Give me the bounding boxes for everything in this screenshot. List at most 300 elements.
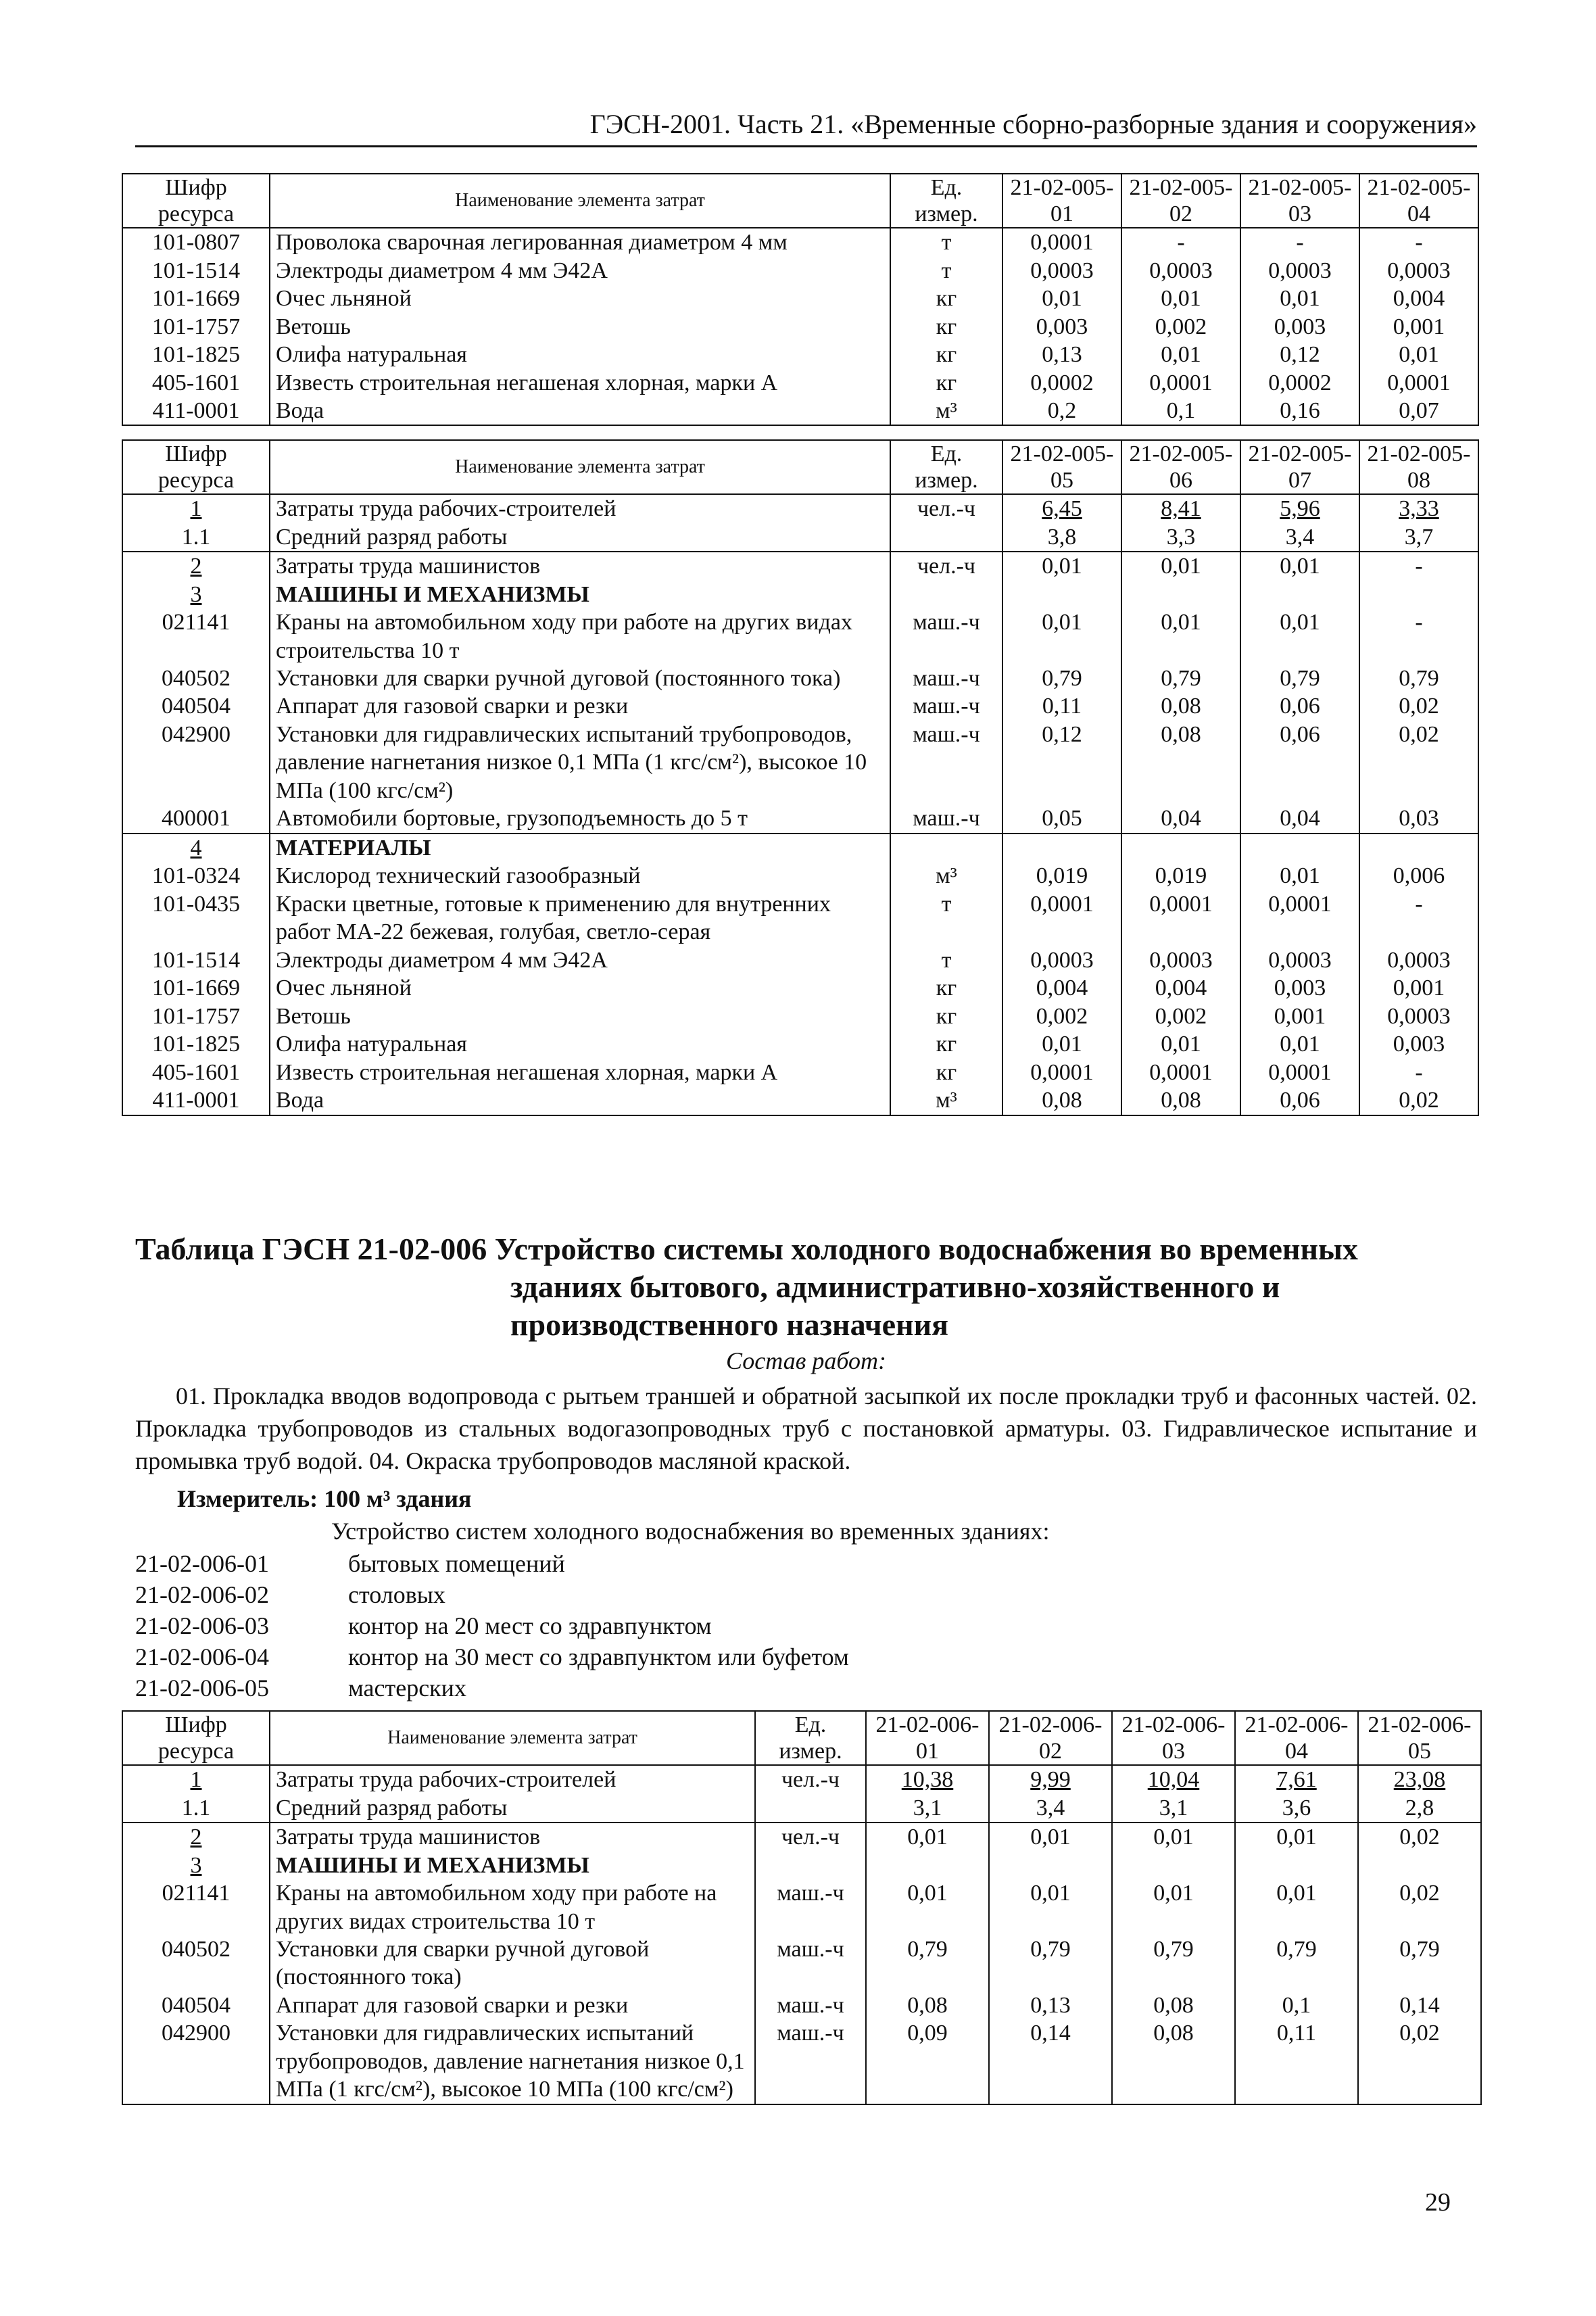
cell-value: 0,02 xyxy=(1358,1879,1481,1935)
cell-value: 0,0003 xyxy=(1359,1003,1478,1030)
cell-code: 405-1601 xyxy=(122,1059,270,1086)
works-description: 01. Прокладка вводов водопровода с рытьем траншей и обратной засыпкой их после прокладки труб и фасонных частей. 02. Прокладка трубопроводов из стальных водогазопроводных труб с постановкой арматуры. 03. Гидравлическое испытание и промывка труб водой. 04. Окраска трубопроводов масляной краской. xyxy=(135,1382,1477,1474)
cell-unit: маш.-ч xyxy=(755,2019,866,2104)
table-row xyxy=(122,369,1478,397)
cell-value: 3,4 xyxy=(1240,523,1359,552)
cell-unit: маш.-ч xyxy=(890,692,1002,720)
cell-value: 0,01 xyxy=(1235,1823,1358,1851)
cell-code: 1.1 xyxy=(122,1794,270,1823)
cell-value: 0,79 xyxy=(1240,665,1359,692)
cell-value: 0,002 xyxy=(1121,313,1240,341)
cell-unit xyxy=(890,523,1002,552)
cell-value: 0,003 xyxy=(1240,974,1359,1002)
cell-unit: кг xyxy=(890,369,1002,397)
cell-value: 0,12 xyxy=(1002,721,1121,804)
cell-value: - xyxy=(1359,552,1478,580)
cell-name: Аппарат для газовой сварки и резки xyxy=(270,692,890,720)
cell-value: 3,3 xyxy=(1121,523,1240,552)
table-row xyxy=(122,581,1478,608)
cell-code: 3 xyxy=(122,1852,270,1879)
cell-value: 0,01 xyxy=(1002,285,1121,312)
cell-value: 0,79 xyxy=(989,1935,1112,1992)
cell-name: Краски цветные, готовые к применению для внутренних работ МА-22 бежевая, голубая, светло-серая xyxy=(270,890,890,946)
cell-unit: кг xyxy=(890,341,1002,368)
cell-value: 5,96 xyxy=(1240,494,1359,523)
variant-item xyxy=(135,1672,849,1704)
variant-code: 21-02-006-05 xyxy=(135,1674,269,1702)
variant-list xyxy=(135,1548,849,1704)
cell-value: 0,01 xyxy=(989,1823,1112,1851)
cell-unit: т xyxy=(890,946,1002,974)
cell-name: Краны на автомобильном ходу при работе на других видах строительства 10 т xyxy=(270,1879,755,1935)
cell-name: Электроды диаметром 4 мм Э42А xyxy=(270,946,890,974)
cell-code: 4 xyxy=(122,834,270,862)
cell-name: Ветошь xyxy=(270,1003,890,1030)
cell-unit: маш.-ч xyxy=(755,1992,866,2019)
cell-code: 101-1825 xyxy=(122,1030,270,1058)
variant-code: 21-02-006-02 xyxy=(135,1581,269,1609)
cell-value: 0,0003 xyxy=(1359,257,1478,285)
cell-value: 0,08 xyxy=(1002,1086,1121,1115)
cell-name: МАТЕРИАЛЫ xyxy=(270,834,890,862)
cell-value: - xyxy=(1240,228,1359,256)
col-header-variant: 21-02-006-04 xyxy=(1235,1711,1358,1765)
cell-value: - xyxy=(1359,228,1478,256)
cell-unit xyxy=(755,1794,866,1823)
cell-value: 3,4 xyxy=(989,1794,1112,1823)
cell-unit xyxy=(890,834,1002,862)
cell-name: Затраты труда рабочих-строителей xyxy=(270,494,890,523)
cell-value: 0,06 xyxy=(1240,692,1359,720)
cell-value: 7,61 xyxy=(1235,1765,1358,1793)
cell-value: 0,0001 xyxy=(1002,1059,1121,1086)
table-row xyxy=(122,804,1478,833)
cell-value: 0,0003 xyxy=(1121,946,1240,974)
cell-name: Вода xyxy=(270,1086,890,1115)
cell-value: 9,99 xyxy=(989,1765,1112,1793)
table-row xyxy=(122,834,1478,862)
cell-value: 0,79 xyxy=(1121,665,1240,692)
cell-code: 101-1757 xyxy=(122,313,270,341)
cell-value: 0,02 xyxy=(1359,721,1478,804)
cell-unit: маш.-ч xyxy=(755,1935,866,1992)
resource-table-005-05-08 xyxy=(122,439,1479,1116)
table-header-row xyxy=(122,440,1478,494)
cell-code: 101-1514 xyxy=(122,946,270,974)
cell-code: 101-0324 xyxy=(122,862,270,890)
cell-value: 3,8 xyxy=(1002,523,1121,552)
cell-unit xyxy=(755,1852,866,1879)
table-row xyxy=(122,1086,1478,1115)
cell-value: 0,08 xyxy=(1112,2019,1235,2104)
table-row xyxy=(122,523,1478,552)
cell-value: 8,41 xyxy=(1121,494,1240,523)
cell-code: 101-1669 xyxy=(122,974,270,1002)
cell-code: 042900 xyxy=(122,2019,270,2104)
table-header-row xyxy=(122,1711,1481,1765)
cell-value: 0,01 xyxy=(1121,608,1240,665)
table-row xyxy=(122,1030,1478,1058)
table-header-row xyxy=(122,174,1478,228)
cell-value xyxy=(1358,1852,1481,1879)
cell-value: 0,002 xyxy=(1002,1003,1121,1030)
cell-value: 3,7 xyxy=(1359,523,1478,552)
col-header-variant: 21-02-005-02 xyxy=(1121,174,1240,228)
cell-value: 0,79 xyxy=(1359,665,1478,692)
cell-code: 411-0001 xyxy=(122,1086,270,1115)
cell-unit: м³ xyxy=(890,862,1002,890)
cell-code: 101-1757 xyxy=(122,1003,270,1030)
cell-value: 0,0001 xyxy=(1240,890,1359,946)
cell-code: 101-0807 xyxy=(122,228,270,256)
table-row xyxy=(122,721,1478,804)
table-row xyxy=(122,608,1478,665)
cell-value: 0,01 xyxy=(989,1879,1112,1935)
variant-code: 21-02-006-03 xyxy=(135,1612,269,1640)
col-header-variant: 21-02-006-01 xyxy=(866,1711,989,1765)
table-row xyxy=(122,341,1478,368)
table-row xyxy=(122,1935,1481,1992)
variant-text: контор на 20 мест со здравпунктом xyxy=(348,1612,712,1640)
cell-value xyxy=(1359,581,1478,608)
col-header-variant: 21-02-005-05 xyxy=(1002,440,1121,494)
cell-value: - xyxy=(1359,608,1478,665)
cell-code: 101-1514 xyxy=(122,257,270,285)
cell-value: 0,0002 xyxy=(1002,369,1121,397)
cell-name: Олифа натуральная xyxy=(270,1030,890,1058)
cell-value: 0,01 xyxy=(1240,862,1359,890)
resource-table-005-01-04 xyxy=(122,173,1479,426)
col-header-variant: 21-02-005-08 xyxy=(1359,440,1478,494)
cell-value: 0,0002 xyxy=(1240,369,1359,397)
cell-value: 0,01 xyxy=(1359,341,1478,368)
cell-unit: кг xyxy=(890,974,1002,1002)
cell-name: МАШИНЫ И МЕХАНИЗМЫ xyxy=(270,1852,755,1879)
cell-name: Вода xyxy=(270,397,890,425)
table-row xyxy=(122,2019,1481,2104)
table-row xyxy=(122,228,1478,256)
col-header-variant: 21-02-005-07 xyxy=(1240,440,1359,494)
cell-value: 0,07 xyxy=(1359,397,1478,425)
variant-item xyxy=(135,1579,849,1610)
table-row xyxy=(122,890,1478,946)
cell-name: Очес льняной xyxy=(270,974,890,1002)
cell-value: 0,0001 xyxy=(1002,228,1121,256)
cell-value: 0,02 xyxy=(1359,1086,1478,1115)
table-row xyxy=(122,665,1478,692)
variant-text: бытовых помещений xyxy=(348,1550,565,1577)
table-row xyxy=(122,1765,1481,1793)
cell-code: 411-0001 xyxy=(122,397,270,425)
cell-value: 0,02 xyxy=(1358,1823,1481,1851)
cell-unit: маш.-ч xyxy=(890,804,1002,833)
variant-item xyxy=(135,1641,849,1672)
cell-name: Затраты труда машинистов xyxy=(270,552,890,580)
table-row xyxy=(122,974,1478,1002)
col-header-variant: 21-02-005-03 xyxy=(1240,174,1359,228)
cell-code: 040502 xyxy=(122,1935,270,1992)
cell-value: 0,08 xyxy=(866,1992,989,2019)
cell-value: 0,01 xyxy=(1121,285,1240,312)
table-row xyxy=(122,1879,1481,1935)
cell-value: 0,0003 xyxy=(1121,257,1240,285)
cell-value: 0,01 xyxy=(1235,1879,1358,1935)
cell-value: 0,79 xyxy=(1235,1935,1358,1992)
cell-name: Средний разряд работы xyxy=(270,1794,755,1823)
cell-value: 0,0003 xyxy=(1240,257,1359,285)
cell-value: 2,8 xyxy=(1358,1794,1481,1823)
cell-value: 0,08 xyxy=(1112,1992,1235,2019)
cell-value xyxy=(1235,1852,1358,1879)
cell-name: Установки для гидравлических испытаний трубопроводов, давление нагнетания низкое 0,1 МПа (1 кгс/см²), высокое 10 МПа (100 кгс/см²) xyxy=(270,721,890,804)
cell-value: 0,03 xyxy=(1359,804,1478,833)
table-row xyxy=(122,1003,1478,1030)
cell-value xyxy=(866,1852,989,1879)
table-row xyxy=(122,1823,1481,1851)
col-header-variant: 21-02-005-06 xyxy=(1121,440,1240,494)
col-header-unit: Ед. измер. xyxy=(755,1711,866,1765)
cell-name: Установки для сварки ручной дуговой (постоянного тока) xyxy=(270,665,890,692)
cell-unit: м³ xyxy=(890,1086,1002,1115)
table-row xyxy=(122,494,1478,523)
cell-value: 0,01 xyxy=(1002,608,1121,665)
cell-value: 0,003 xyxy=(1240,313,1359,341)
table-row xyxy=(122,946,1478,974)
cell-value xyxy=(1240,834,1359,862)
cell-value: 0,0001 xyxy=(1121,1059,1240,1086)
cell-unit: маш.-ч xyxy=(890,665,1002,692)
measure-unit: Измеритель: 100 м³ здания xyxy=(177,1485,472,1512)
table-title-line1: Таблица ГЭСН 21-02-006 Устройство системы холодного водоснабжения во временных xyxy=(135,1232,1358,1266)
variant-item xyxy=(135,1610,849,1641)
cell-name: Известь строительная негашеная хлорная, марки А xyxy=(270,369,890,397)
cell-unit: маш.-ч xyxy=(890,608,1002,665)
cell-name: Проволока сварочная легированная диаметром 4 мм xyxy=(270,228,890,256)
cell-value: 0,001 xyxy=(1240,1003,1359,1030)
table-row xyxy=(122,862,1478,890)
cell-value xyxy=(1359,834,1478,862)
cell-name: Краны на автомобильном ходу при работе на других видах строительства 10 т xyxy=(270,608,890,665)
cell-unit: маш.-ч xyxy=(755,1879,866,1935)
cell-value: 0,01 xyxy=(1112,1823,1235,1851)
cell-code: 3 xyxy=(122,581,270,608)
cell-value: 3,1 xyxy=(1112,1794,1235,1823)
cell-value: 0,0003 xyxy=(1240,946,1359,974)
col-header-code: Шифр ресурса xyxy=(122,1711,270,1765)
table-title xyxy=(135,1230,1477,1344)
variant-text: мастерских xyxy=(348,1674,466,1702)
cell-value: 0,79 xyxy=(1358,1935,1481,1992)
table-title-rest: зданиях бытового, административно-хозяйственного и производственного назначения xyxy=(510,1270,1280,1343)
cell-name: Аппарат для газовой сварки и резки xyxy=(270,1992,755,2019)
cell-name: Известь строительная негашеная хлорная, марки А xyxy=(270,1059,890,1086)
variant-code: 21-02-006-01 xyxy=(135,1550,269,1577)
cell-value: 0,0003 xyxy=(1002,257,1121,285)
cell-unit: чел.-ч xyxy=(755,1765,866,1793)
cell-unit: кг xyxy=(890,1059,1002,1086)
cell-value: 0,1 xyxy=(1121,397,1240,425)
cell-value: 0,01 xyxy=(1240,552,1359,580)
cell-value: 3,1 xyxy=(866,1794,989,1823)
cell-value: 0,01 xyxy=(866,1879,989,1935)
cell-value: 6,45 xyxy=(1002,494,1121,523)
cell-name: Средний разряд работы xyxy=(270,523,890,552)
table-row xyxy=(122,257,1478,285)
cell-value: 0,01 xyxy=(1121,1030,1240,1058)
cell-value: 0,0001 xyxy=(1240,1059,1359,1086)
cell-value: 0,04 xyxy=(1240,804,1359,833)
cell-value: 0,001 xyxy=(1359,974,1478,1002)
cell-name: МАШИНЫ И МЕХАНИЗМЫ xyxy=(270,581,890,608)
cell-unit: т xyxy=(890,257,1002,285)
col-header-code: Шифр ресурса xyxy=(122,174,270,228)
cell-code: 101-1669 xyxy=(122,285,270,312)
cell-name: Затраты труда машинистов xyxy=(270,1823,755,1851)
cell-value: 0,01 xyxy=(1240,1030,1359,1058)
cell-name: Олифа натуральная xyxy=(270,341,890,368)
cell-code: 405-1601 xyxy=(122,369,270,397)
variant-code: 21-02-006-04 xyxy=(135,1643,269,1671)
cell-name: Ветошь xyxy=(270,313,890,341)
cell-value: 0,08 xyxy=(1121,1086,1240,1115)
cell-value: 0,02 xyxy=(1358,2019,1481,2104)
cell-value: 0,13 xyxy=(989,1992,1112,2019)
table-row xyxy=(122,1794,1481,1823)
cell-code: 1 xyxy=(122,494,270,523)
col-header-variant: 21-02-006-05 xyxy=(1358,1711,1481,1765)
page-number: 29 xyxy=(1425,2188,1451,2217)
cell-value: 3,6 xyxy=(1235,1794,1358,1823)
cell-value: 0,79 xyxy=(866,1935,989,1992)
cell-value: 0,019 xyxy=(1121,862,1240,890)
cell-value: 0,0001 xyxy=(1121,890,1240,946)
cell-value xyxy=(1112,1852,1235,1879)
cell-value: 0,02 xyxy=(1359,692,1478,720)
cell-name: Кислород технический газообразный xyxy=(270,862,890,890)
cell-unit: чел.-ч xyxy=(890,494,1002,523)
col-header-variant: 21-02-005-04 xyxy=(1359,174,1478,228)
col-header-code: Шифр ресурса xyxy=(122,440,270,494)
cell-code: 040504 xyxy=(122,692,270,720)
cell-code: 021141 xyxy=(122,1879,270,1935)
cell-value: 0,09 xyxy=(866,2019,989,2104)
variant-item xyxy=(135,1548,849,1579)
cell-value: 0,0001 xyxy=(1359,369,1478,397)
cell-value: 0,019 xyxy=(1002,862,1121,890)
cell-value: 0,04 xyxy=(1121,804,1240,833)
cell-value: 0,06 xyxy=(1240,1086,1359,1115)
variant-text: контор на 30 мест со здравпунктом или буфетом xyxy=(348,1643,849,1671)
cell-value xyxy=(1240,581,1359,608)
table-row xyxy=(122,552,1478,580)
cell-unit: чел.-ч xyxy=(890,552,1002,580)
cell-value: 0,11 xyxy=(1235,2019,1358,2104)
cell-unit: м³ xyxy=(890,397,1002,425)
cell-code: 2 xyxy=(122,1823,270,1851)
cell-code: 101-0435 xyxy=(122,890,270,946)
cell-name: Электроды диаметром 4 мм Э42А xyxy=(270,257,890,285)
col-header-variant: 21-02-006-02 xyxy=(989,1711,1112,1765)
table-row xyxy=(122,313,1478,341)
table-row xyxy=(122,1059,1478,1086)
cell-value: 0,0003 xyxy=(1359,946,1478,974)
cell-value: 0,004 xyxy=(1359,285,1478,312)
cell-value: 0,1 xyxy=(1235,1992,1358,2019)
cell-value: 0,06 xyxy=(1240,721,1359,804)
cell-code: 1.1 xyxy=(122,523,270,552)
cell-value: 0,01 xyxy=(1002,1030,1121,1058)
cell-value xyxy=(1121,834,1240,862)
cell-value: 0,2 xyxy=(1002,397,1121,425)
cell-name: Автомобили бортовые, грузоподъемность до 5 т xyxy=(270,804,890,833)
resource-table-006 xyxy=(122,1710,1482,2105)
cell-value: - xyxy=(1359,1059,1478,1086)
cell-value: 0,003 xyxy=(1359,1030,1478,1058)
cell-value: 0,12 xyxy=(1240,341,1359,368)
cell-value: 0,004 xyxy=(1002,974,1121,1002)
table-row xyxy=(122,1992,1481,2019)
cell-value: 0,79 xyxy=(1002,665,1121,692)
cell-value: 0,01 xyxy=(1121,341,1240,368)
cell-value: 0,01 xyxy=(866,1823,989,1851)
table-row xyxy=(122,692,1478,720)
cell-code: 101-1825 xyxy=(122,341,270,368)
cell-value: - xyxy=(1121,228,1240,256)
cell-value: 0,004 xyxy=(1121,974,1240,1002)
cell-unit: т xyxy=(890,228,1002,256)
cell-value: 0,14 xyxy=(989,2019,1112,2104)
cell-value: 10,38 xyxy=(866,1765,989,1793)
cell-unit: чел.-ч xyxy=(755,1823,866,1851)
cell-code: 040504 xyxy=(122,1992,270,2019)
cell-unit: кг xyxy=(890,1003,1002,1030)
cell-value: - xyxy=(1359,890,1478,946)
cell-value: 0,08 xyxy=(1121,692,1240,720)
variant-text: столовых xyxy=(348,1581,445,1609)
cell-value: 0,01 xyxy=(1240,285,1359,312)
col-header-name: Наименование элемента затрат xyxy=(270,174,890,228)
cell-value: 0,001 xyxy=(1359,313,1478,341)
cell-value: 0,11 xyxy=(1002,692,1121,720)
cell-value: 0,006 xyxy=(1359,862,1478,890)
col-header-variant: 21-02-005-01 xyxy=(1002,174,1121,228)
works-heading: Состав работ: xyxy=(726,1347,886,1374)
cell-unit xyxy=(890,581,1002,608)
cell-value: 3,33 xyxy=(1359,494,1478,523)
col-header-name: Наименование элемента затрат xyxy=(270,1711,755,1765)
cell-unit: кг xyxy=(890,285,1002,312)
cell-value xyxy=(1002,834,1121,862)
cell-value: 0,01 xyxy=(1002,552,1121,580)
cell-value: 0,13 xyxy=(1002,341,1121,368)
cell-value: 0,01 xyxy=(1121,552,1240,580)
cell-code: 021141 xyxy=(122,608,270,665)
cell-code: 042900 xyxy=(122,721,270,804)
cell-value: 0,01 xyxy=(1240,608,1359,665)
cell-value: 0,0001 xyxy=(1121,369,1240,397)
cell-code: 1 xyxy=(122,1765,270,1793)
cell-value: 0,002 xyxy=(1121,1003,1240,1030)
col-header-unit: Ед. измер. xyxy=(890,440,1002,494)
cell-code: 400001 xyxy=(122,804,270,833)
cell-value: 10,04 xyxy=(1112,1765,1235,1793)
variants-heading: Устройство систем холодного водоснабжения во временных зданиях: xyxy=(331,1518,1050,1545)
cell-code: 040502 xyxy=(122,665,270,692)
col-header-unit: Ед. измер. xyxy=(890,174,1002,228)
cell-name: Установки для гидравлических испытаний трубопроводов, давление нагнетания низкое 0,1 МПа (1 кгс/см²), высокое 10 МПа (100 кгс/см²) xyxy=(270,2019,755,2104)
page-header: ГЭСН-2001. Часть 21. «Временные сборно-разборные здания и сооружения» xyxy=(135,108,1477,147)
cell-name: Установки для сварки ручной дуговой (постоянного тока) xyxy=(270,1935,755,1992)
